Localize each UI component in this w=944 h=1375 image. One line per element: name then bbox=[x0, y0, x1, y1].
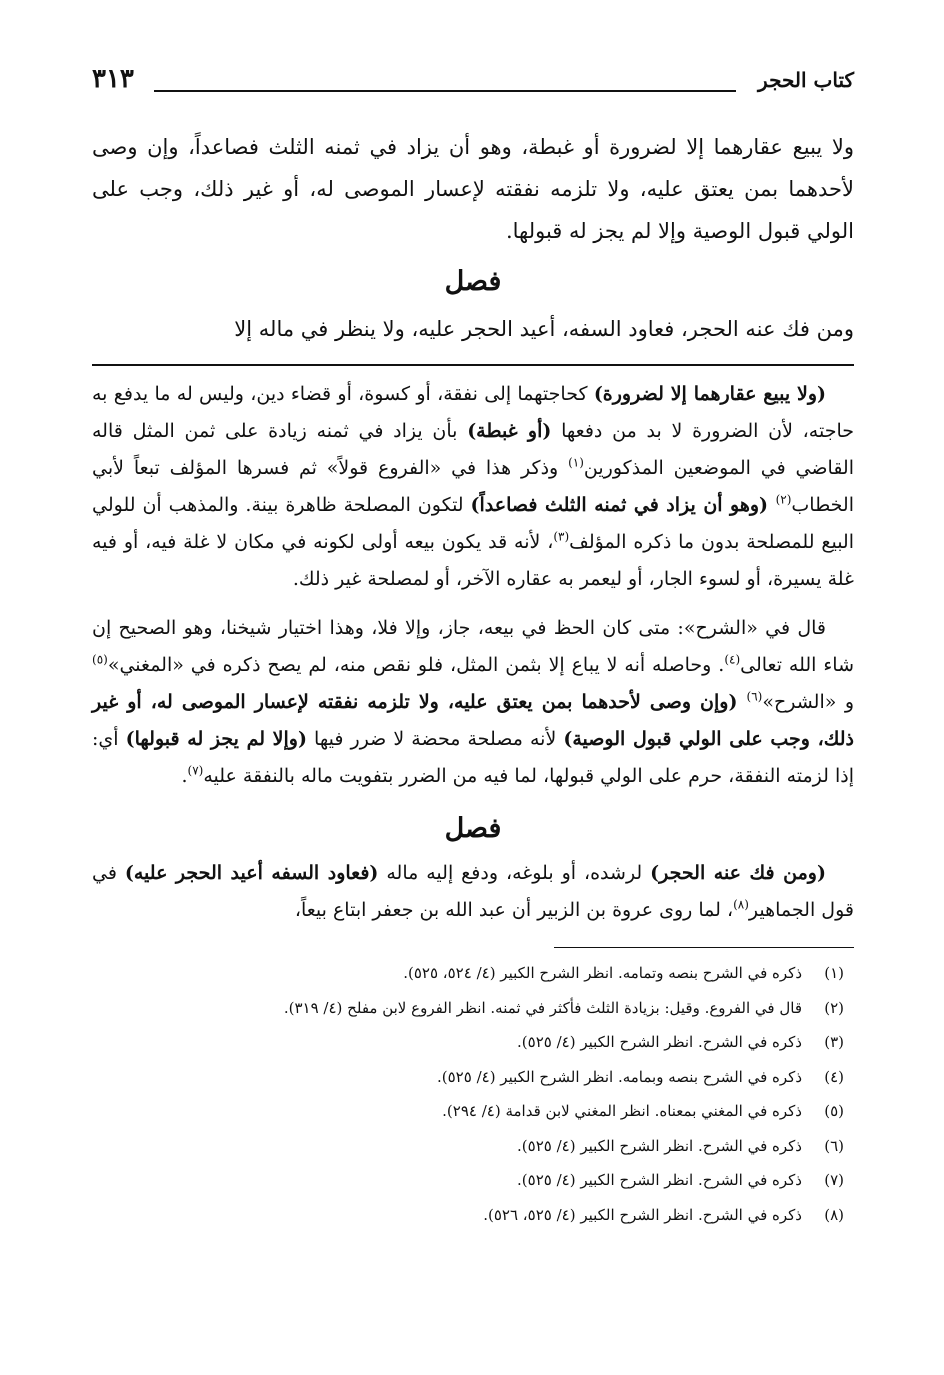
sharh-text: وذكر هذا في «الفروع قولاً» ثم فسرها المؤلف تبعاً لأبي الخطاب bbox=[92, 457, 854, 516]
footnote-ref: (٨) bbox=[733, 897, 749, 912]
footnote-separator bbox=[554, 947, 854, 948]
sharh-quote: (فعاود السفه أعيد الحجر عليه) bbox=[124, 862, 379, 884]
footnote-number: (١) bbox=[824, 964, 844, 982]
footnote bbox=[92, 1198, 854, 1233]
sharh-text: . وحاصله أنه لا يباع إلا بثمن المثل، فلو نقص منه، لم يصح ذكره في «المغني» bbox=[107, 654, 725, 676]
footnote-number: (٣) bbox=[824, 1033, 844, 1051]
sharh-paragraph-1 bbox=[92, 376, 854, 598]
matn-paragraph-1: ولا يبيع عقارهما إلا لضرورة أو غبطة، وهو أن يزاد في ثمنه الثلث فصاعداً، وإن وصى لأحدهما بمن يعتق عليه، ولا تلزمه نفقته لإعسار الموصى له، أو غير ذلك، وجب على الولي قبول الوصية وإلا لم يجز له قبولها. bbox=[92, 135, 854, 243]
sharh-text: ، لما روى عروة بن الزبير أن عبد الله بن جعفر ابتاع بيعاً، bbox=[294, 899, 734, 921]
sharh-quote: (وإن وصى لأحدهما بمن يعتق عليه، ولا تلزمه نفقته لإعسار الموصى له، أو غير ذلك، وجب على الولي قبول الوصية) bbox=[92, 691, 854, 750]
matn-sharh-separator bbox=[92, 364, 854, 366]
sharh-text: لأنه مصلحة محضة لا ضرر فيها bbox=[306, 728, 564, 750]
sharh-text: قال في «الشرح»: متى كان الحظ في بيعه، جاز، وإلا فلا، وهذا اختيار شيخنا، وهو الصحيح إن شاء الله تعالى bbox=[92, 617, 855, 676]
sharh-text: لتكون المصلحة ظاهرة بينة. والمذهب أن للولي البيع للمصلحة بدون ما ذكره المؤلف bbox=[92, 494, 854, 553]
footnote bbox=[92, 1094, 854, 1129]
footnote-ref: (٢) bbox=[775, 492, 792, 507]
header-rule bbox=[154, 90, 736, 92]
chapter-title: كتاب الحجر bbox=[758, 68, 854, 92]
section-heading-sharh: فصل bbox=[444, 813, 502, 844]
sharh-quote: (ومن فك عنه الحجر) bbox=[650, 862, 826, 884]
footnote-ref: (٣) bbox=[553, 529, 570, 544]
footnote-ref: (٥) bbox=[92, 652, 108, 667]
footnote-number: (٤) bbox=[824, 1067, 844, 1086]
footnote-ref: (٧) bbox=[187, 763, 204, 778]
footnote-text: ذكره في الشرح. انظر الشرح الكبير (٤/ ٥٢٥). bbox=[517, 1171, 802, 1189]
sharh-body-2 bbox=[92, 855, 854, 929]
sharh-text: أي: إذا لزمته النفقة، حرم على الولي قبولها، لما فيه من الضرر بتفويت ماله بالنفقة عليه bbox=[92, 728, 854, 787]
sharh-text: كحاجتهما إلى نفقة، أو كسوة، أو قضاء دين، وليس له ما يدفع به حاجته، لأن الضرورة لا بد من دفعها bbox=[92, 383, 854, 442]
sharh-quote: (وإلا لم يجز له قبولها) bbox=[125, 728, 307, 750]
matn-paragraph-2: ومن فك عنه الحجر، فعاود السفه، أعيد الحجر عليه، ولا ينظر في ماله إلا bbox=[234, 317, 854, 341]
footnote-text: ذكره في الشرح. انظر الشرح الكبير (٤/ ٥٢٥). bbox=[517, 1033, 802, 1051]
footnote bbox=[92, 956, 854, 991]
footnote-number: (٢) bbox=[824, 998, 844, 1017]
sharh-body bbox=[92, 376, 854, 795]
footnote bbox=[92, 1163, 854, 1198]
footnote-ref: (٦) bbox=[746, 689, 763, 704]
footnote-ref: (١) bbox=[568, 455, 584, 470]
sharh-text: . bbox=[181, 765, 188, 787]
sharh-text: و «الشرح» bbox=[762, 691, 855, 713]
footnote bbox=[92, 991, 854, 1026]
sharh-text: ، لأنه قد يكون بيعه أولى لكونه في مكان لا غلة فيه، أو فيه غلة يسيرة، أو لسوء الجار، أو ليعمر به عقاره الآخر، أو لمصلحة غير ذلك. bbox=[92, 531, 854, 590]
page-header bbox=[92, 62, 854, 100]
footnote-number: (٨) bbox=[824, 1205, 844, 1224]
footnotes bbox=[92, 956, 854, 1232]
footnote-number: (٦) bbox=[824, 1136, 844, 1155]
sharh-quote: (وهو أن يزاد في ثمنه الثلث فصاعداً) bbox=[470, 494, 776, 516]
footnote-text: قال في الفروع. وقيل: بزيادة الثلث فأكثر في ثمنه. انظر الفروع لابن مفلح (٤/ ٣١٩). bbox=[283, 998, 802, 1017]
footnote-text: ذكره في الشرح بنصه وتمامه. انظر الشرح الكبير (٤/ ٥٢٤، ٥٢٥). bbox=[403, 964, 802, 982]
sharh-paragraph-3 bbox=[92, 855, 854, 929]
footnote-text: ذكره في المغني بمعناه. انظر المغني لابن قدامة (٤/ ٢٩٤). bbox=[442, 1102, 802, 1120]
sharh-quote: (ولا يبيع عقارهما إلا لضرورة) bbox=[593, 383, 826, 405]
sharh-paragraph-2 bbox=[92, 610, 854, 795]
sharh-text: لرشده، أو بلوغه، ودفع إليه ماله bbox=[378, 862, 651, 884]
footnote bbox=[92, 1129, 854, 1164]
page-number: ٣١٣ bbox=[92, 64, 134, 94]
sharh-text: في قول الجماهير bbox=[92, 862, 854, 921]
sharh-text: بأن يزاد في ثمنه زيادة على ثمن المثل قاله القاضي في الموضعين المذكورين bbox=[92, 420, 854, 479]
footnote-text: ذكره في الشرح. انظر الشرح الكبير (٤/ ٥٢٥). bbox=[517, 1136, 802, 1155]
footnote-number: (٧) bbox=[824, 1171, 844, 1189]
sharh-quote: (أو غبطة) bbox=[467, 420, 552, 442]
footnote-text: ذكره في الشرح. انظر الشرح الكبير (٤/ ٥٢٥، ٥٢٦). bbox=[483, 1205, 802, 1224]
section-heading-matn: فصل bbox=[444, 266, 502, 297]
footnote-number: (٥) bbox=[824, 1102, 844, 1120]
footnote bbox=[92, 1025, 854, 1060]
footnote-ref: (٤) bbox=[724, 652, 741, 667]
footnote-text: ذكره في الشرح بنصه وبمامه. انظر الشرح الكبير (٤/ ٥٢٥). bbox=[437, 1067, 802, 1086]
book-page bbox=[92, 62, 854, 1232]
footnote bbox=[92, 1060, 854, 1095]
